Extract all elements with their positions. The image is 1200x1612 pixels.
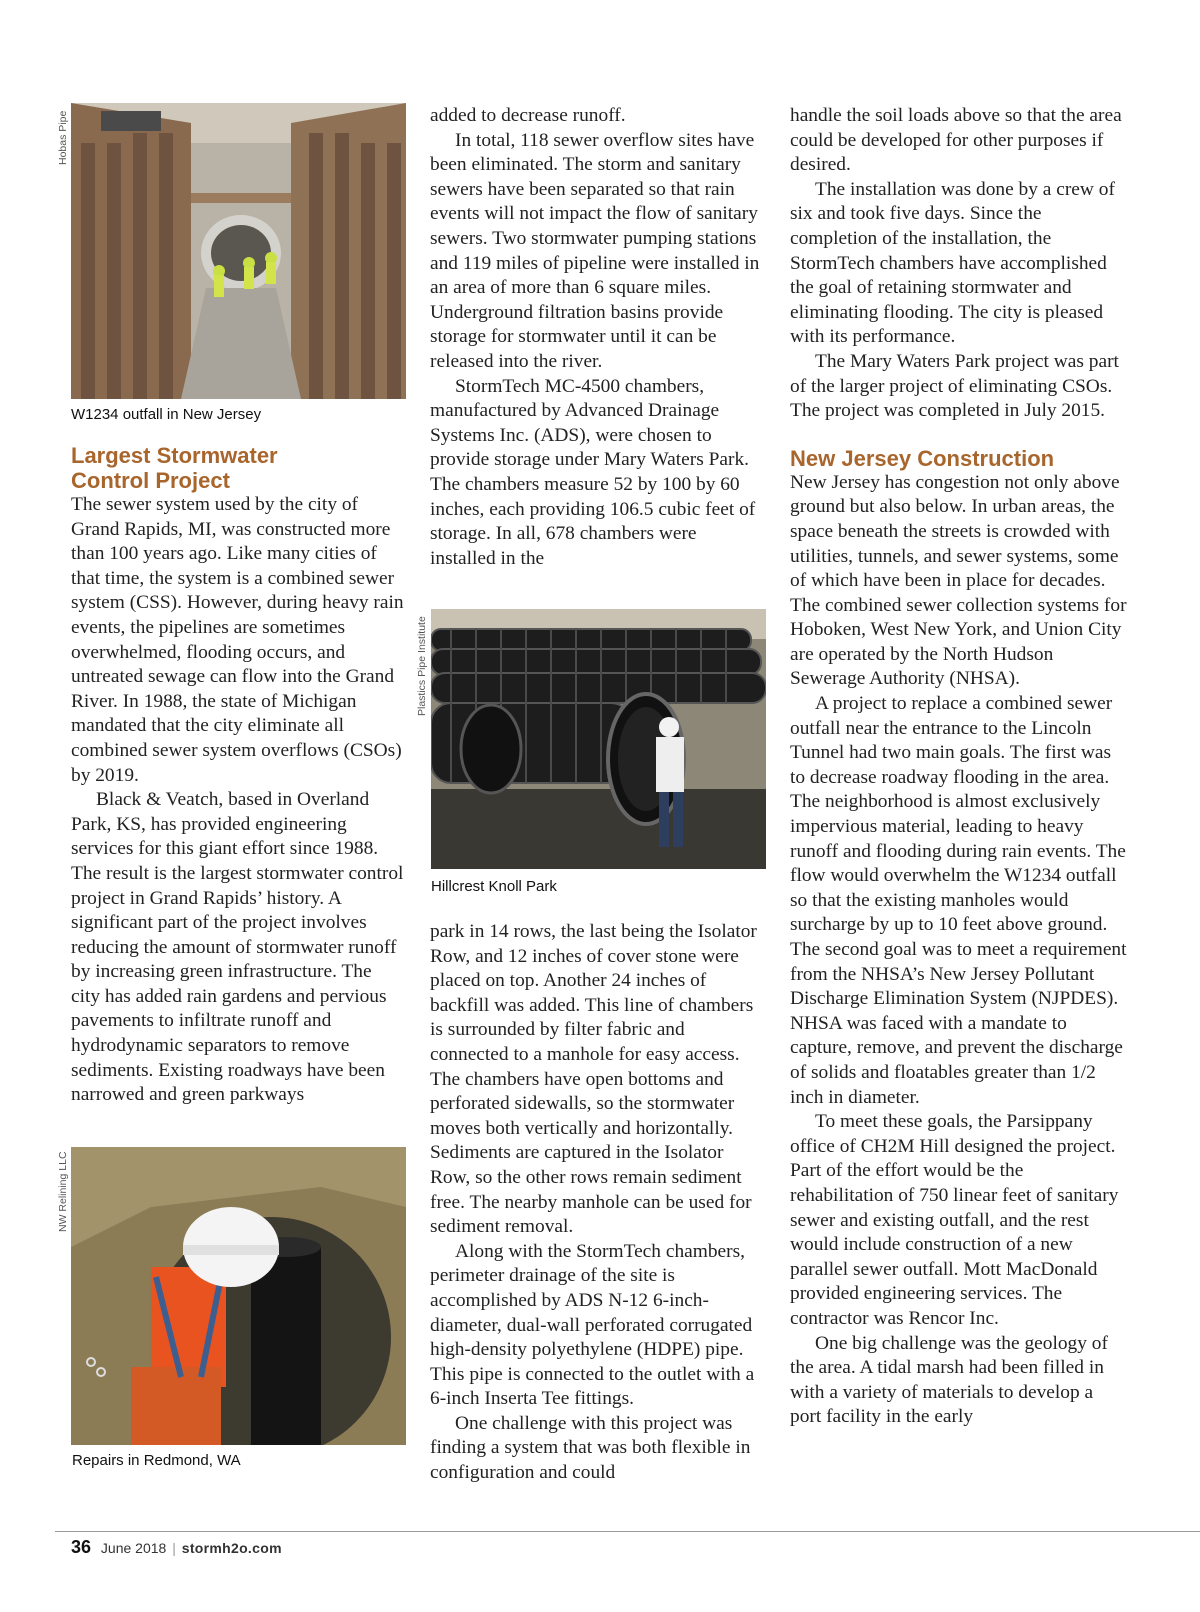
column-2-top	[430, 104, 760, 571]
paragraph: The installation was done by a crew of six and took five days. Since the completion of the installation, the StormTech chambers have accomplished the goal of retaining stormwater and eliminating flooding. The city is pleased with its performance.	[790, 178, 1115, 348]
photo-credit-outfall: Hobas Pipe	[57, 110, 69, 165]
paragraph: New Jersey has congestion not only above ground but also below. In urban areas, the space beneath the streets is crowded with utilities, tunnels, and sewer systems, some of which have been in place for decades. The combined sewer collection systems for Hoboken, West New York, and Union City are operated by the North Hudson Sewerage Authority (NHSA).	[790, 471, 1127, 690]
column-3	[790, 104, 1127, 1430]
paragraph: Black & Veatch, based in Overland Park, KS, has provided engineering services for this giant effort since 1988. The result is the largest stormwater control project in Grand Rapids’ history. A significant part of the project involves reducing the amount of stormwater runoff by increasing green infrastructure. The city has added rain gardens and pervious pavements to infiltrate runoff and hydrodynamic separators to remove sediments. Existing roadways have been narrowed and green parkways	[71, 789, 404, 1106]
photo-credit-redmond: NW Relining LLC	[57, 1151, 69, 1232]
caption-outfall: W1234 outfall in New Jersey	[71, 406, 262, 423]
paragraph: Along with the StormTech chambers, perimeter drainage of the site is accomplished by ADS N-12 6-inch-diameter, dual-wall perforated corrugated high-density polyethylene (HDPE) pipe. This pipe is connected to the outlet with a 6-inch Inserta Tee fittings.	[430, 1240, 755, 1410]
column-1	[71, 443, 404, 1108]
paragraph: The Mary Waters Park project was part of the larger project of eliminating CSOs. The project was completed in July 2015.	[790, 350, 1119, 422]
paragraph: To meet these goals, the Parsippany office of CH2M Hill designed the project. Part of the effort would be the rehabilitation of 750 linear feet of sanitary sewer and existing outfall, and the rest would include construction of a new parallel sewer outfall. Mott MacDonald provided engineering services. The contractor was Rencor Inc.	[790, 1111, 1119, 1329]
paragraph: A project to replace a combined sewer outfall near the entrance to the Lincoln Tunnel had two main goals. The first was to decrease roadway flooding in the area. The neighborhood is almost exclusively impervious material, leading to heavy runoff and flooding during rain events. The flow would overwhelm the W1234 outfall so that the existing manholes would surcharge by up to 10 feet above ground. The second goal was to meet a requirement from the NHSA’s New Jersey Pollutant Discharge Elimination System (NJPDES). NHSA was faced with a mandate to capture, remove, and prevent the discharge of solids and floatables greater than 1/2 inch in diameter.	[790, 693, 1127, 1108]
paragraph: added to decrease runoff.	[430, 105, 626, 126]
paragraph: handle the soil loads above so that the area could be developed for other purposes if desired.	[790, 105, 1122, 176]
issue-date: June 2018	[100, 1540, 167, 1556]
section-heading-largest-stormwater	[71, 443, 404, 493]
photo-hillcrest-knoll-park	[431, 609, 766, 869]
paragraph: The sewer system used by the city of Grand Rapids, MI, was constructed more than 100 years ago. Like many cities of that time, the system is a combined sewer system (CSS). However, during heavy rain events, the pipelines are sometimes overwhelmed, flooding occurs, and untreated sewage can flow into the Grand River. In 1988, the state of Michigan mandated that the city eliminate all combined sewer system overflows (CSOs) by 2019.	[71, 494, 404, 786]
heading-line-2: Control Project	[71, 468, 230, 493]
heading-line-1: Largest Stormwater	[71, 443, 278, 468]
footer-separator: |	[172, 1540, 176, 1556]
paragraph: park in 14 rows, the last being the Isolator Row, and 12 inches of cover stone were placed on top. Another 24 inches of backfill was added. This line of chambers is surrounded by filter fabric and connected to a manhole for easy access. The chambers have open bottoms and perforated sidewalls, so the stormwater moves both vertically and horizontally. Sediments are captured in the Isolator Row, so the other rows remain sediment free. The nearby manhole can be used for sediment removal.	[430, 921, 757, 1238]
page-number: 36	[71, 1537, 92, 1557]
footer-rule	[55, 1531, 1200, 1532]
page-footer	[71, 1537, 282, 1558]
photo-outfall-trench	[71, 103, 406, 399]
caption-park: Hillcrest Knoll Park	[431, 878, 557, 895]
column-2-bottom	[430, 920, 760, 1486]
caption-redmond: Repairs in Redmond, WA	[72, 1452, 241, 1469]
website-link[interactable]: stormh2o.com	[181, 1540, 282, 1556]
paragraph: In total, 118 sewer overflow sites have been eliminated. The storm and sanitary sewers have been separated so that rain events will not impact the flow of sanitary sewers. Two stormwater pumping stations and 119 miles of pipeline were installed in an area of more than 6 square miles. Underground filtration basins provide storage for stormwater until it can be released into the river.	[430, 129, 760, 372]
paragraph: StormTech MC-4500 chambers, manufactured by Advanced Drainage Systems Inc. (ADS), were chosen to provide storage under Mary Waters Park. The chambers measure 52 by 100 by 60 inches, each providing 106.5 cubic feet of storage. In all, 678 chambers were installed in the	[430, 375, 756, 569]
photo-credit-park: Plastics Pipe Institute	[416, 616, 428, 716]
photo-redmond-repairs	[71, 1147, 406, 1445]
paragraph: One challenge with this project was finding a system that was both flexible in configuration and could	[430, 1412, 751, 1484]
paragraph: One big challenge was the geology of the area. A tidal marsh had been filled in with a variety of materials to develop a port facility in the early	[790, 1332, 1108, 1428]
section-heading-new-jersey: New Jersey Construction	[790, 445, 1055, 471]
